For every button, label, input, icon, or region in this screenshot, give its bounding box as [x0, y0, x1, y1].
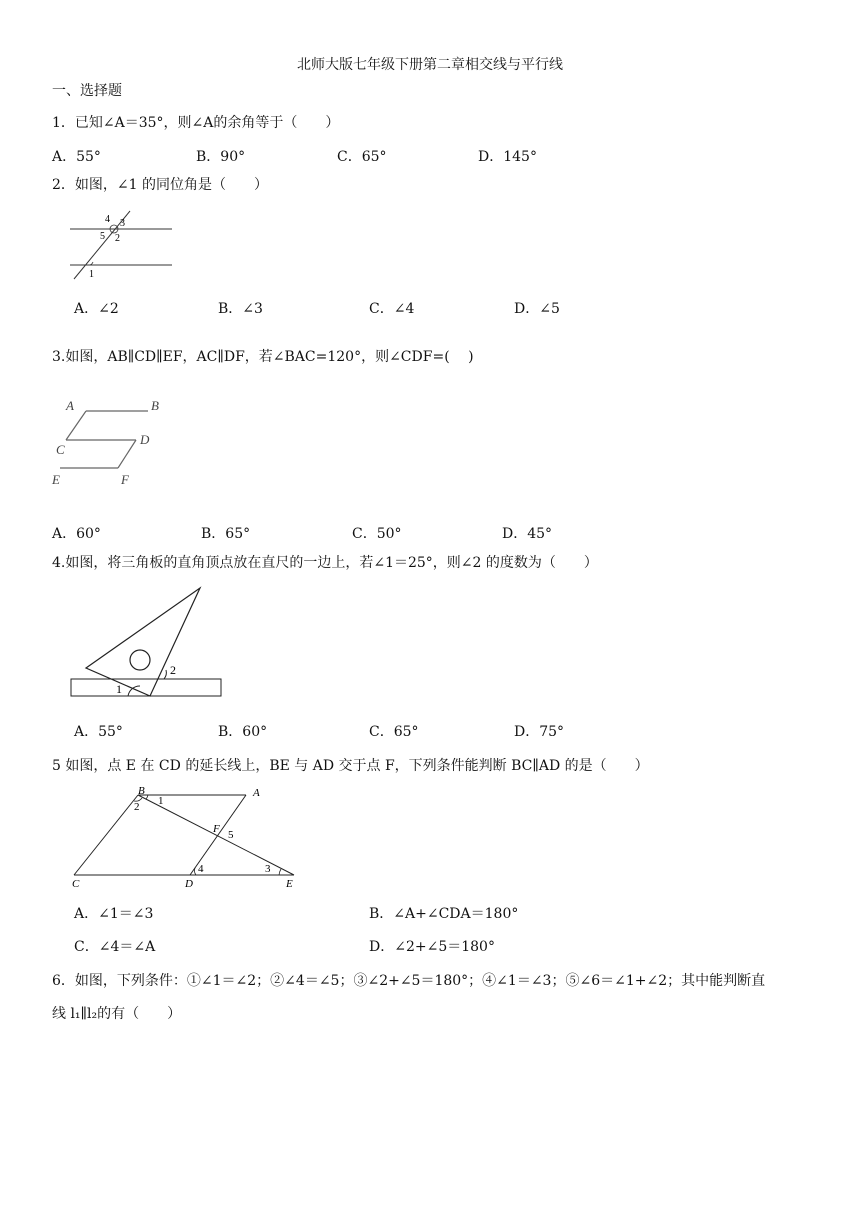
- q2-label-5: 5: [100, 231, 105, 242]
- question-2-stem: 2．如图，∠1 的同位角是（ ）: [52, 177, 268, 193]
- question-4-option-b: B．60°: [218, 724, 268, 740]
- question-4-option-d: D．75°: [514, 724, 565, 740]
- q5-label-5: 5: [228, 829, 234, 841]
- q2-label-2: 2: [115, 233, 120, 244]
- question-4-figure: [66, 584, 228, 700]
- question-1-option-d: D．145°: [478, 149, 537, 165]
- q5-label-b: B: [138, 785, 145, 797]
- q4-label-2: 2: [170, 663, 176, 677]
- q5-label-e: E: [286, 878, 293, 890]
- question-5-option-c: C．∠4＝∠A: [74, 939, 156, 955]
- q5-label-c: C: [72, 878, 80, 890]
- section-heading: 一、选择题: [52, 83, 122, 99]
- question-5-option-b: B．∠A+∠CDA＝180°: [369, 906, 519, 922]
- q3-segment-ac: [66, 411, 86, 440]
- question-2-option-a: A．∠2: [74, 301, 119, 317]
- question-3-option-d: D．45°: [502, 526, 553, 542]
- question-2-option-d: D．∠5: [514, 301, 560, 317]
- question-3-option-c: C．50°: [352, 526, 402, 542]
- q2-label-3: 3: [120, 218, 125, 229]
- q5-label-4: 4: [198, 863, 204, 875]
- q3-label-d: D: [140, 432, 150, 447]
- q3-label-a: A: [66, 398, 74, 413]
- q5-label-d: D: [185, 878, 193, 890]
- q4-set-square-hole: [130, 650, 150, 670]
- question-2-option-c: C．∠4: [369, 301, 415, 317]
- q5-angle-1-arc: [146, 795, 148, 799]
- q4-ruler: [71, 679, 221, 696]
- q5-label-3: 3: [265, 863, 271, 875]
- q3-label-b: B: [151, 398, 159, 413]
- question-4-option-c: C．65°: [369, 724, 419, 740]
- question-2-option-b: B．∠3: [218, 301, 263, 317]
- question-1-option-b: B．90°: [196, 149, 246, 165]
- question-5-figure: [62, 783, 302, 893]
- question-5-option-d: D．∠2+∠5＝180°: [369, 939, 495, 955]
- question-4-stem: 4.如图，将三角板的直角顶点放在直尺的一边上，若∠1＝25°，则∠2 的度数为（ ）: [52, 555, 598, 571]
- q5-label-f: F: [213, 823, 220, 835]
- q5-segment-be: [138, 795, 294, 875]
- question-3-stem: 3.如图，AB∥CD∥EF，AC∥DF，若∠BAC=120°，则∠CDF=( ): [52, 349, 474, 365]
- q3-segment-df: [118, 440, 136, 468]
- q4-set-square: [86, 588, 200, 696]
- q5-segment-bc: [74, 795, 138, 875]
- question-1-option-a: A．55°: [52, 149, 101, 165]
- question-3-option-a: A．60°: [52, 526, 101, 542]
- question-6-stem-line-1: 6．如图，下列条件：①∠1＝∠2；②∠4＝∠5；③∠2+∠5＝180°；④∠1＝∠3；⑤∠6＝∠1+∠2；其中能判断直: [52, 973, 766, 989]
- question-4-option-a: A．55°: [74, 724, 123, 740]
- q5-angle-4-arc: [194, 868, 196, 875]
- q3-label-c: C: [56, 442, 65, 457]
- q4-angle-2-arc: [164, 670, 166, 679]
- q4-label-1: 1: [116, 682, 122, 696]
- question-5-stem: 5 如图，点 E 在 CD 的延长线上，BE 与 AD 交于点 F，下列条件能判断 BC∥AD 的是（ ）: [52, 758, 649, 774]
- question-3-figure: [48, 394, 178, 490]
- question-5-option-a: A．∠1＝∠3: [74, 906, 154, 922]
- q5-label-1: 1: [158, 795, 164, 807]
- question-3-option-b: B．65°: [201, 526, 251, 542]
- q5-label-2: 2: [134, 801, 140, 813]
- q3-label-e: E: [52, 472, 60, 487]
- question-6-stem-line-2: 线 l₁∥l₂的有（ ）: [52, 1006, 182, 1022]
- q5-label-a: A: [253, 787, 260, 799]
- q5-angle-3-arc: [279, 869, 281, 875]
- question-1-option-c: C．65°: [337, 149, 387, 165]
- q2-label-1: 1: [89, 269, 94, 280]
- question-1-stem: 1．已知∠A＝35°，则∠A的余角等于（ ）: [52, 115, 340, 131]
- q3-label-f: F: [121, 472, 129, 487]
- page-title: 北师大版七年级下册第二章相交线与平行线: [297, 57, 563, 73]
- q2-label-4: 4: [105, 214, 110, 225]
- question-2-figure: [60, 205, 185, 285]
